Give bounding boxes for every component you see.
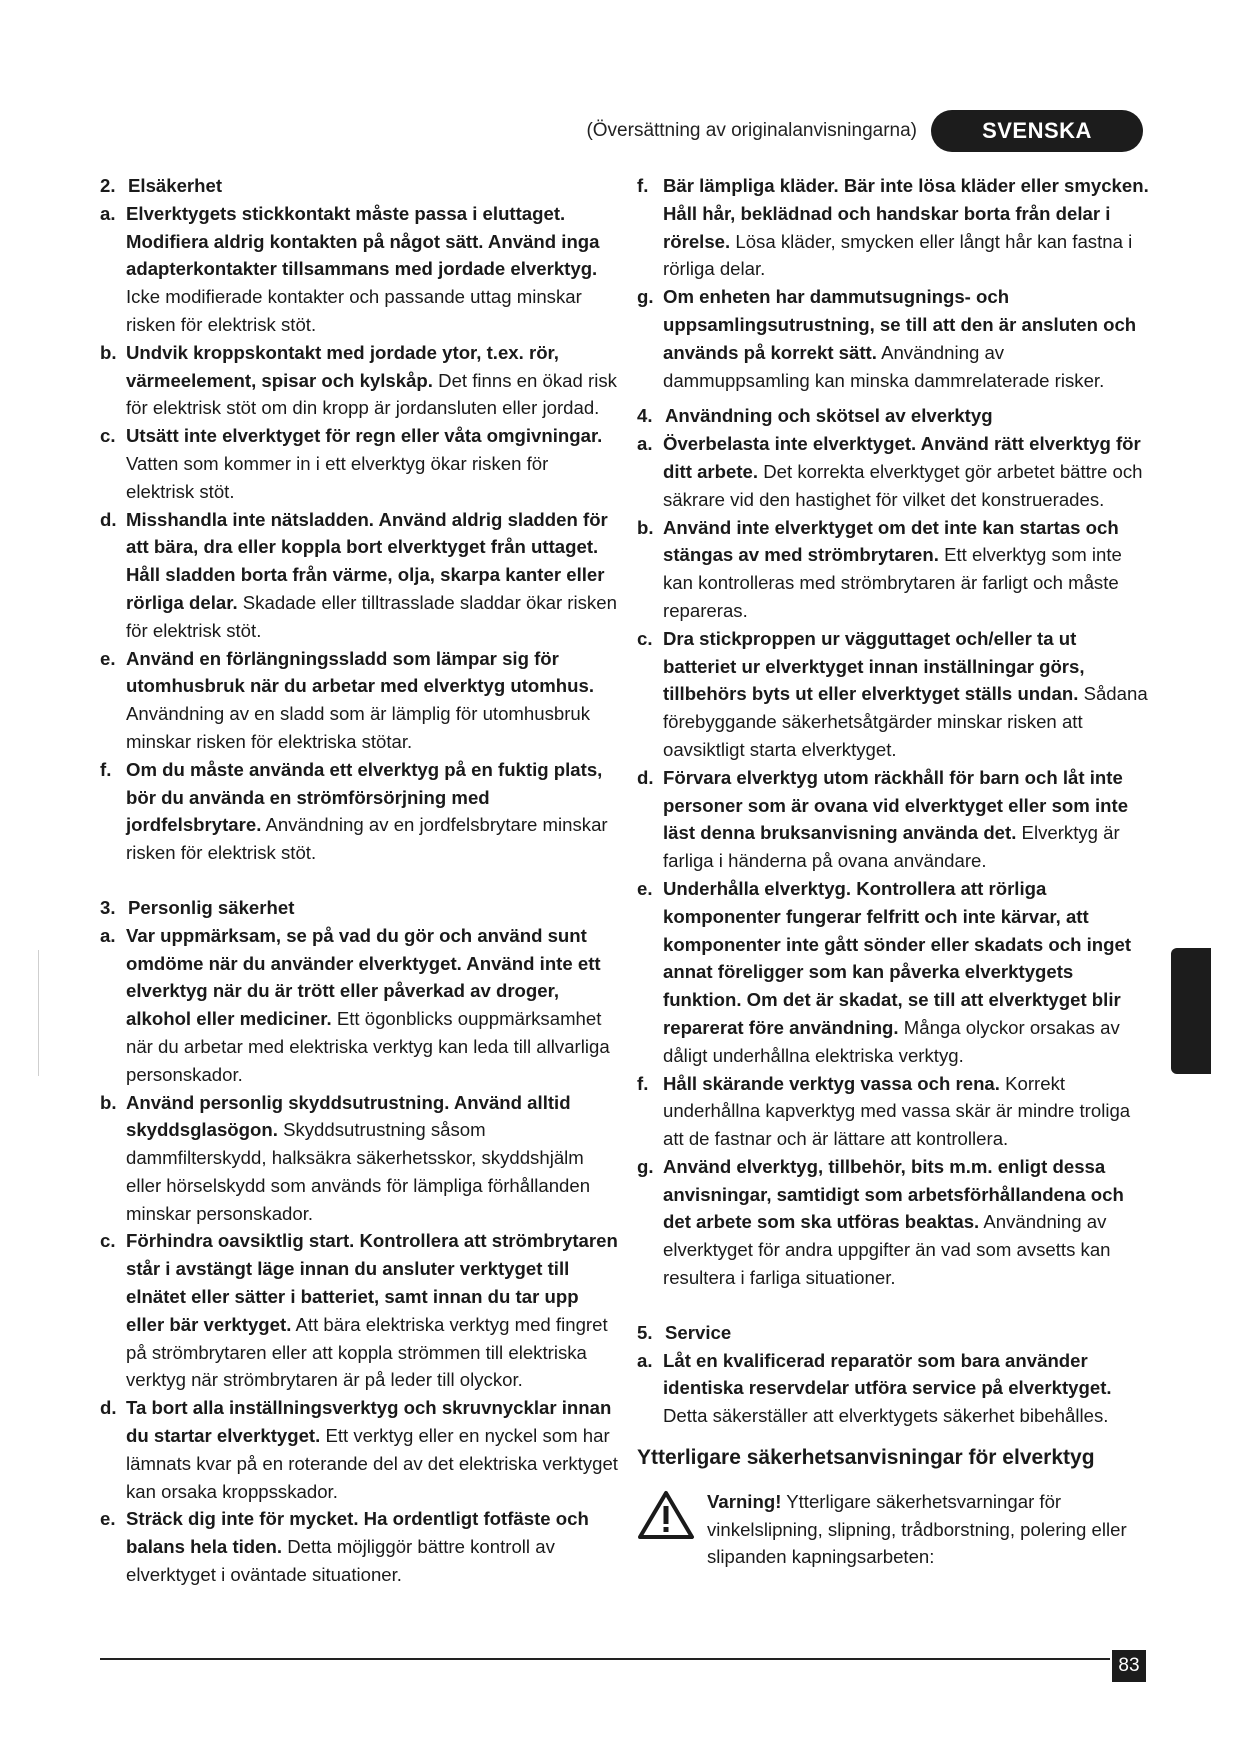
item-letter: f. [100, 758, 112, 780]
list-item [637, 1070, 1152, 1153]
item-text: Skyddsutrustning såsom dammfilterskydd, halksäkra säkerhetsskor, skyddshjälm eller hörselskydd som används för lämpliga förhållanden minskar personskador. [126, 1119, 591, 1224]
list-item [100, 339, 620, 422]
list-item [637, 172, 1152, 283]
item-bold-text: Utsätt inte elverktyget för regn eller våta omgivningar. [126, 425, 603, 447]
item-text: Användning av en jordfelsbrytare minskar risken för elektrisk stöt. [126, 814, 608, 864]
section-4-heading: 4. Användning och skötsel av elverktyg [637, 405, 993, 427]
margin-rule [38, 950, 39, 1076]
list-item [637, 1153, 1152, 1292]
item-text: Icke modifierade kontakter och passande uttag minskar risken för elektrisk stöt. [126, 286, 582, 335]
item-letter: e. [637, 877, 653, 899]
item-text: Elverktyg är farliga i händerna på ovana användare. [663, 822, 1120, 872]
item-letter: d. [637, 766, 654, 788]
item-text: Användning av elverktyget för andra uppgifter än vad som avsetts kan resultera i farliga situationer. [663, 1211, 1111, 1289]
item-bold-text: Använd en förlängningssladd som lämpar sig för utomhusbruk när du arbetar med elverktyg utomhus. [126, 647, 595, 697]
item-letter: c. [637, 627, 653, 649]
section-2-items-continued [637, 172, 1152, 394]
item-bold-text: Elverktygets stickkontakt måste passa i eluttaget. Modifiera aldrig kontakten på något sätt. Använd inga adapterkontakter tillsammans med jordade elverktyg. [126, 202, 600, 280]
item-text: Sådana förebyggande säkerhetsåtgärder minskar risken att oavsiktligt starta elverktyget. [663, 683, 1148, 760]
right-column [637, 172, 1152, 1571]
page-header [586, 110, 1143, 152]
section-4-items [637, 430, 1152, 1292]
item-letter: c. [100, 425, 116, 447]
item-bold-text: Överbelasta inte elverktyget. Använd rätt elverktyg för ditt arbete. [663, 433, 1141, 482]
list-item [100, 922, 620, 1089]
list-item [100, 200, 620, 339]
item-letter: d. [100, 508, 117, 530]
item-letter: b. [100, 341, 117, 363]
item-bold-text: Undvik kroppskontakt med jordade ytor, t.ex. rör, värmeelement, spisar och kylskåp. [126, 341, 559, 391]
item-bold-text: Misshandla inte nätsladden. Använd aldrig sladden för att bära, dra eller koppla bort elverktyget från uttaget. Håll sladden borta från värme, olja, skarpa kanter eller rörliga delar. [126, 508, 608, 613]
warning-block [637, 1488, 1152, 1571]
section-2-items [100, 200, 620, 867]
item-letter: a. [100, 202, 116, 224]
footer-rule [100, 1658, 1110, 1660]
list-item [100, 1394, 620, 1505]
list-item [637, 625, 1152, 764]
item-bold-text: Förhindra oavsiktlig start. Kontrollera att strömbrytaren står i avstängt läge innan du ansluter verktyget till elnätet eller sätter i batteriet, samt innan du tar upp eller bär verktyget. [126, 1230, 618, 1335]
item-letter: g. [637, 1155, 654, 1177]
item-text: Ett ögonblicks ouppmärksamhet när du arbetar med elektriska verktyg kan leda till allvarliga personskador. [126, 1008, 610, 1085]
item-text: Det finns en ökad risk för elektrisk stöt om din kropp är jordansluten eller jordad. [126, 369, 617, 419]
item-letter: f. [637, 175, 649, 196]
page-number: 83 [1112, 1650, 1146, 1682]
left-column [100, 172, 620, 1589]
item-text: Vatten som kommer in i ett elverktyg ökar risken för elektrisk stöt. [126, 452, 549, 502]
warning-triangle-icon [637, 1490, 695, 1540]
list-item [100, 645, 620, 756]
item-bold-text: Förvara elverktyg utom räckhåll för barn och låt inte personer som är ovana vid elverktyget eller som inte läst denna bruksanvisning använda det. [663, 766, 1129, 844]
item-text: Det korrekta elverktyget gör arbetet bättre och säkrare vid den hastighet för vilket det konstruerades. [663, 460, 1143, 510]
item-text: Lösa kläder, smycken eller långt hår kan fastna i rörliga delar. [663, 230, 1133, 280]
list-item [637, 1347, 1152, 1430]
section-3-items [100, 922, 620, 1589]
section-5-heading: 5. Service [637, 1321, 732, 1343]
section-2-heading: 2. Elsäkerhet [100, 175, 223, 196]
item-letter: e. [100, 1508, 116, 1530]
item-bold-text: Använd personlig skyddsutrustning. Använd alltid skyddsglasögon. [126, 1091, 571, 1141]
item-text: Korrekt underhållna kapverktyg med vassa skär är mindre troliga att de fastnar och är lättare att kontrollera. [663, 1072, 1131, 1150]
list-item [100, 506, 620, 645]
item-bold-text: Dra stickproppen ur vägguttaget och/eller ta ut batteriet ur elverktyget innan inställningar görs, tillbehörs byts ut eller elverktyget ställs undan. [663, 627, 1085, 705]
list-item [100, 1505, 620, 1588]
item-text: Att bära elektriska verktyg med fingret på strömbrytaren eller att koppla strömmen till elektriska verktyg när strömbrytaren är på leder till olyckor. [126, 1313, 608, 1391]
item-text: Användning av en sladd som är lämplig för utomhusbruk minskar risken för elektriska stötar. [126, 703, 591, 752]
language-badge: SVENSKA [931, 110, 1143, 152]
list-item [100, 1089, 620, 1228]
item-text: Ett elverktyg som inte kan kontrolleras med strömbrytaren är farligt och måste repareras. [663, 544, 1122, 621]
item-letter: e. [100, 647, 116, 669]
list-item [637, 764, 1152, 875]
item-text: Detta möjliggör bättre kontroll av elverktyget i oväntade situationer. [126, 1536, 555, 1586]
item-letter: g. [637, 286, 654, 308]
item-letter: d. [100, 1397, 117, 1419]
section-3-heading: 3. Personlig säkerhet [100, 896, 295, 918]
item-text: Detta säkerställer att elverktygets säkerhet bibehålles. [663, 1405, 1109, 1427]
section-5-items [637, 1347, 1152, 1430]
item-letter: a. [637, 1349, 653, 1371]
list-item [100, 1227, 620, 1394]
item-bold-text: Om du måste använda ett elverktyg på en fuktig plats, bör du använda en strömförsörjning med jordfelsbrytare. [126, 758, 603, 836]
item-letter: a. [637, 433, 653, 455]
list-item [637, 875, 1152, 1070]
item-bold-text: Om enheten har dammutsugnings- och uppsamlingsutrustning, se till att den är ansluten och används på korrekt sätt. [663, 286, 1137, 363]
list-item [637, 514, 1152, 625]
translation-note: (Översättning av originalanvisningarna) [586, 120, 917, 141]
item-bold-text: Underhålla elverktyg. Kontrollera att rörliga komponenter fungerar felfritt och inte kärvar, att komponenter inte gått sönder eller skadats och inget annat föreligger som kan påverka elverktygets funktion. Om det är skadat, se till att elverktyget blir reparerat före användning. [663, 877, 1132, 1038]
item-text: Skadade eller tilltrasslade sladdar ökar risken för elektrisk stöt. [126, 591, 617, 641]
warning-text: Ytterligare säkerhetsvarningar för vinkelslipning, slipning, trådborstning, polering eller slipanden kapningsarbeten: [707, 1490, 1127, 1568]
list-item [100, 756, 620, 867]
list-item [100, 422, 620, 505]
item-bold-text: Använd inte elverktyget om det inte kan startas och stängas av med strömbrytaren. [663, 516, 1119, 566]
item-letter: b. [100, 1091, 117, 1113]
item-text: Användning av dammuppsamling kan minska dammrelaterade risker. [663, 341, 1105, 391]
item-bold-text: Var uppmärksam, se på vad du gör och använd sunt omdöme när du använder elverktyget. Använd inte ett elverktyg när du är trött eller påverkad av droger, alkohol eller mediciner. [126, 924, 601, 1030]
item-bold-text: Låt en kvalificerad reparatör som bara använder identiska reservdelar utföra service på elverktyget. [663, 1349, 1112, 1399]
warning-label: Varning! [707, 1490, 782, 1512]
item-letter: b. [637, 516, 654, 538]
item-bold-text: Bär lämpliga kläder. Bär inte lösa kläder eller smycken. Håll hår, beklädnad och handskar borta från delar i rörelse. [663, 175, 1149, 252]
item-bold-text: Håll skärande verktyg vassa och rena. [663, 1072, 1000, 1094]
item-letter: f. [637, 1072, 649, 1094]
additional-safety-heading: Ytterligare säkerhetsanvisningar för elverktyg [637, 1446, 1095, 1470]
item-bold-text: Sträck dig inte för mycket. Ha ordentligt fotfäste och balans hela tiden. [126, 1508, 589, 1558]
item-text: Många olyckor orsakas av dåligt underhållna elektriska verktyg. [663, 1016, 1120, 1066]
list-item [637, 430, 1152, 513]
item-letter: c. [100, 1230, 116, 1252]
section-tab [1171, 948, 1211, 1074]
item-bold-text: Ta bort alla inställningsverktyg och skruvnycklar innan du startar elverktyget. [126, 1397, 612, 1447]
list-item [637, 283, 1152, 394]
item-text: Ett verktyg eller en nyckel som har lämnats kvar på en roterande del av det elektriska verktyget kan orsaka kroppsskador. [126, 1425, 618, 1502]
item-bold-text: Använd elverktyg, tillbehör, bits m.m. enligt dessa anvisningar, samtidigt som arbetsförhållandena och det arbete som ska utföras beaktas. [663, 1155, 1124, 1233]
item-letter: a. [100, 924, 116, 946]
